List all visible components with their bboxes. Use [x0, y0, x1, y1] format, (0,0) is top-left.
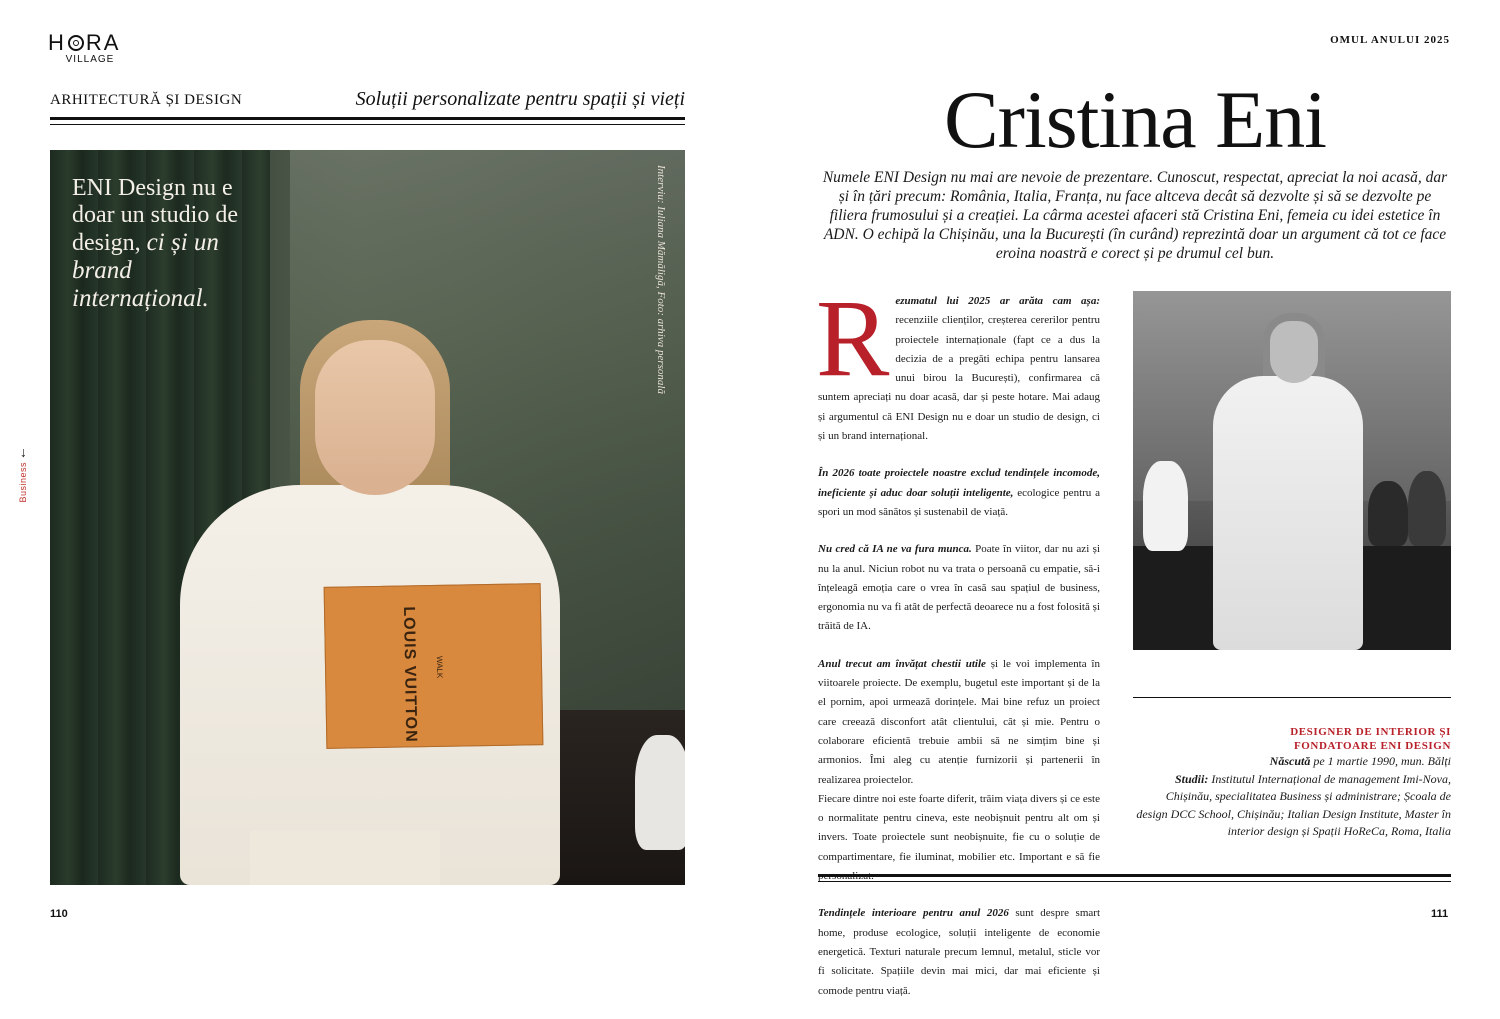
page-number-left: 110 [50, 908, 68, 920]
paragraph-3: Nu cred că IA ne va fura munca. Poate în viitor, dar nu azi și nu la anul. Niciun robot nu va trata o persoană cu empatie, să-i înțeleagă emoția care o vrea în casă sau spațiul de business, ergonomia nu va fi atât de perfectă deoarece nu a fost folosită și trăită de IA. [818, 543, 1100, 633]
pull-quote-italic: ci și un brand internațional. [72, 229, 219, 312]
footer-rule-thick [818, 874, 1451, 877]
paragraph-1: Rezumatul lui 2025 ar arăta cam așa: recenziile clienților, creșterea cererilor pentru proiectele internaționale (fapt ce a dus la decizia de a pregăti echipa pentru lansarea unui birou la București), confirmarea că suntem apreciați nu doar acasă, dar și peste hotare. Mai adaug și argumentul că ENI Design nu e doar un studio de design, ci și un brand internațional. [816, 277, 1100, 443]
article-body [816, 277, 1100, 1019]
photo-pants [250, 830, 440, 885]
photo-credit: Interviu: Iuliana Mămăligă, Foto: arhiva personală [655, 165, 667, 394]
bio-rule [1133, 697, 1451, 698]
secondary-portrait-photo [1133, 291, 1451, 650]
logo-wordmark: H RA [48, 30, 121, 55]
section-label: ARHITECTURĂ ȘI DESIGN [50, 92, 243, 108]
issue-label: OMUL ANULUI 2025 [1330, 34, 1450, 46]
bio-role-line2: FONDATOARE ENI DESIGN [1293, 740, 1451, 752]
hora-village-logo [48, 32, 138, 72]
photo-bust [635, 735, 685, 850]
paragraph-5: Tendințele interioare pentru anul 2026 sunt despre smart home, produse ecologice, soluții inteligente de economie energetică. Texturi naturale precum lemnul, metalul, sticle vor fi solicitate. Spațiile devin mai mici, dar mai eficiente și comode pentru viață. [818, 907, 1100, 997]
photo-book [324, 583, 544, 749]
book-subtitle: WALK [434, 655, 445, 679]
header-rule-thick [50, 117, 685, 120]
pull-quote [72, 175, 257, 313]
photo2-suit [1213, 376, 1363, 650]
pull-quote-plain: ENI Design nu e doar un studio de design, [72, 175, 238, 256]
photo2-vase [1408, 471, 1446, 546]
header-rule-thin [50, 124, 685, 125]
arrow-up-icon: → [17, 446, 32, 460]
drop-cap: R [816, 277, 890, 399]
paragraph-2: În 2026 toate proiectele noastre exclud tendințele incomode, ineficiente și aduc doar soluții inteligente, ecologice pentru a spori un mod sănătos și sustenabil de viață. [818, 467, 1100, 518]
photo-face [315, 340, 435, 495]
logo-subtitle: VILLAGE [65, 54, 115, 65]
side-section-tab: Business [18, 462, 28, 503]
paragraph-4: Anul trecut am învățat chestii utile și le voi implementa în viitoarele proiecte. De exemplu, bugetul este important și de la el pornim, apoi urmează dorințele. Mai bine refuz un proiect care creează disconfort atât clientului, cât și mie. Pentru o colaborare eficientă trebuie ambii să ne simțim bine și armonios. Îmi aleg cu atenție furnizorii și partenerii în realizarea proiectelor. [818, 657, 1100, 786]
book-title: LOUIS VUITTON [399, 606, 420, 743]
article-headline: Cristina Eni [943, 74, 1327, 165]
photo2-vase [1368, 481, 1408, 546]
photo2-bust [1143, 461, 1188, 551]
bio-box [1133, 725, 1451, 841]
section-subtitle: Soluții personalizate pentru spații și vieți [355, 88, 685, 110]
article-lede: Numele ENI Design nu mai are nevoie de prezentare. Cunoscut, respectat, apreciat la noi acasă, dar și în țări precum: România, Italia, Franța, nu face altceva decât să dezvolte și să se dezvolte pe filiera frumosului și a creației. La cârma acestei afaceri stă Cristina Eni, femeia cu idei estetice în ADN. O echipă la Chișinău, una la București (în curând) reprezintă doar un argument că tot ce face eroina noastră e corect și pe drumul cel bun. [822, 169, 1448, 262]
logo-o-ring-icon [68, 35, 84, 51]
bio-born: Născută pe 1 martie 1990, mun. Bălți [1269, 754, 1451, 768]
portrait-photo [50, 150, 685, 885]
bio-role-line1: DESIGNER DE INTERIOR ȘI [1290, 726, 1451, 738]
footer-rule-thin [818, 881, 1451, 882]
paragraph-4-continued: Fiecare dintre noi este foarte diferit, trăim viața divers și ce este o normalitate pentru cineva, este neobișnuit pentru alt om și invers. Toate proiectele sunt neobișnuite, fie cu o soluție de compartimentare, fie iluminat, mobilier etc. Important e să fie [818, 792, 1100, 863]
photo2-face [1270, 321, 1318, 383]
page-number-right: 111 [1431, 908, 1449, 920]
bio-studies: Studii: Institutul Internațional de management Imi-Nova, Chișinău, specialitatea Business și administrare; Școala de design DCC School, Chișinău; Italian Design Institute, Master în interior design și Spații HoReCa, Roma, Italia [1136, 771, 1451, 838]
